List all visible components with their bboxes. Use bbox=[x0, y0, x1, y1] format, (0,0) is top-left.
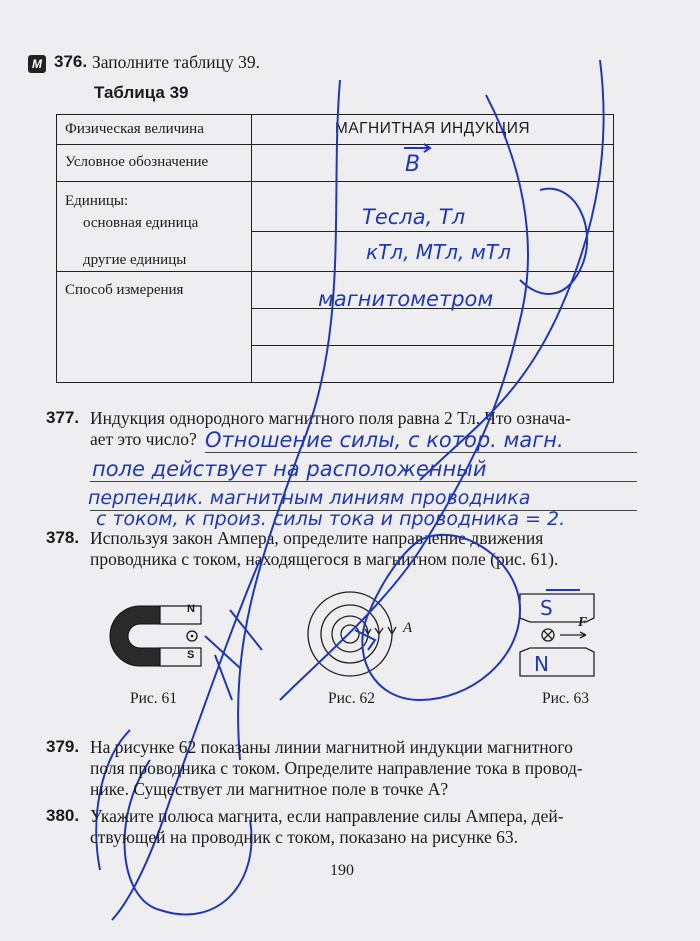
exercise-378-number: 378. bbox=[46, 528, 80, 547]
exercise-376-number: 376. bbox=[54, 52, 88, 71]
table-39-title: Таблица 39 bbox=[94, 83, 189, 102]
fig61-pole-n: N bbox=[187, 603, 195, 615]
exercise-377-line1: Индукция однородного магнитного поля равна 2 Тл. Что означа- bbox=[90, 408, 571, 428]
exercise-380-line1: Укажите полюса магнита, если направление силы Ампера, дей- bbox=[90, 806, 564, 826]
fig63-top-pole: S bbox=[540, 596, 553, 620]
table-label-method: Способ измерения bbox=[57, 272, 252, 383]
fig61-pole-s: S bbox=[187, 649, 195, 661]
exercise-379-line3: нике. Существует ли магнитное поле в точке A? bbox=[90, 779, 449, 799]
exercise-376-text: Заполните таблицу 39. bbox=[92, 52, 261, 72]
fig62-field-lines bbox=[308, 592, 396, 676]
answer-377-line2: поле действует на расположенный bbox=[92, 457, 487, 481]
units-other-label: другие единицы bbox=[83, 252, 187, 268]
exercise-379-line1: На рисунке 62 показаны линии магнитной индукции магнитного bbox=[90, 737, 573, 757]
answer-method: магнитометром bbox=[318, 287, 494, 311]
table-value-quantity: МАГНИТНАЯ ИНДУКЦИЯ bbox=[252, 115, 614, 145]
fig62-caption: Рис. 62 bbox=[328, 690, 376, 707]
fig63-force-label: F bbox=[578, 615, 588, 630]
exercise-379-number: 379. bbox=[46, 737, 80, 756]
exercise-377-line2: ает это число? bbox=[90, 429, 197, 449]
table-label-quantity: Физическая величина bbox=[57, 115, 252, 145]
m-badge-icon: М bbox=[28, 55, 46, 73]
units-main-label: основная единица bbox=[83, 215, 199, 231]
exercise-380-number: 380. bbox=[46, 806, 80, 825]
fig63-bottom-pole: N bbox=[534, 652, 549, 676]
exercise-378-line1: Используя закон Ампера, определите направление движения bbox=[90, 528, 544, 548]
answer-symbol: B bbox=[405, 152, 421, 177]
fig63-poles bbox=[520, 594, 594, 676]
page-number: 190 bbox=[330, 862, 354, 879]
exercise-379-line2: поля проводника с током. Определите направление тока в провод- bbox=[90, 758, 583, 778]
fig63-caption: Рис. 63 bbox=[542, 690, 590, 707]
answer-377-line3: перпендик. магнитным линиям проводника bbox=[88, 487, 531, 509]
answer-377-line4: с током, к произ. силы тока и проводника = 2. bbox=[96, 508, 566, 530]
answer-main-unit: Тесла, Тл bbox=[362, 205, 466, 229]
exercise-377-number: 377. bbox=[46, 408, 80, 427]
fig62-point-a: A bbox=[403, 620, 413, 636]
exercise-380-line2: ствующей на проводник с током, показано на рисунке 63. bbox=[90, 827, 518, 847]
answer-377-line1: Отношение силы, с котор. магн. bbox=[205, 428, 564, 452]
units-heading: Единицы: bbox=[65, 193, 129, 209]
answer-other-units: кТл, МТл, мТл bbox=[366, 240, 511, 264]
fig61-caption: Рис. 61 bbox=[130, 690, 178, 707]
exercise-378-line2: проводника с током, находящегося в магнитном поле (рис. 61). bbox=[90, 549, 559, 569]
table-label-symbol: Условное обозначение bbox=[57, 145, 252, 182]
